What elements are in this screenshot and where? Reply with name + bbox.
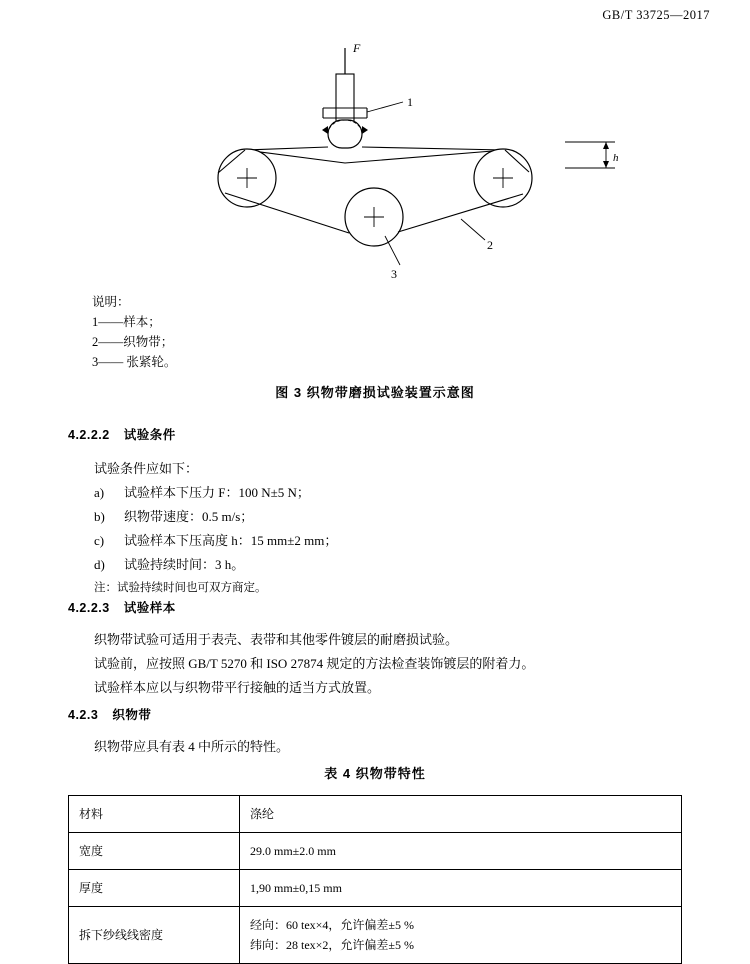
table-caption: 表 4 织物带特性 [324,766,426,781]
section-heading [68,705,688,723]
list-item-label: d) [94,557,105,572]
list-item-label: a) [94,485,105,500]
section-title: 试验条件 [123,428,176,442]
section-heading [68,598,688,616]
figure-legend [92,292,176,372]
list-item-text: 试验持续时间：3 h。 [124,557,245,572]
paragraph: 试验样本应以与织物带平行接触的适当方式放置。 [94,680,381,695]
figure-3-diagram [0,30,750,290]
paragraph: 织物带应具有表 4 中所示的特性。 [94,739,290,754]
list-item-text: 织物带速度：0.5 m/s； [124,509,254,524]
table-cell-value [240,907,682,964]
section-number: 4.2.2.2 [68,428,110,442]
list-item-label: c) [94,533,105,548]
height-label: h [613,152,619,164]
table-cell-label: 材料 [69,796,240,833]
list-item [94,505,688,529]
abrasion-test-device-svg [95,30,655,280]
section-4-2-2-3 [68,598,688,700]
table-row [69,796,682,833]
paragraph: 织物带试验可适用于表壳、表带和其他零件镀层的耐磨损试验。 [94,632,459,647]
table-cell-value-line: 经向：60 tex×4，允许偏差±5 % [250,918,415,932]
list-item-text: 试验样本下压力 F：100 N±5 N； [124,485,310,500]
table-cell-value: 涤纶 [240,796,682,833]
table-row [69,907,682,964]
table-row [69,870,682,907]
force-label: F [353,41,361,55]
paragraph: 试验前，应按照 GB/T 5270 和 ISO 27874 规定的方法检查装饰镀层的附着力。 [94,656,535,671]
section-4-2-2-2 [68,425,688,599]
list-item-label: b) [94,509,105,524]
figure-caption: 图 3 织物带磨损试验装置示意图 [275,385,475,400]
legend-item: 1——样本； [92,315,161,329]
list-item-text: 试验样本下压高度 h：15 mm±2 mm； [124,533,338,548]
legend-item: 2——织物带； [92,335,174,349]
table-cell-label: 宽度 [69,833,240,870]
list-item [94,553,688,577]
fabric-belt-properties-table [68,795,682,964]
section-number: 4.2.3 [68,708,99,722]
section-title: 织物带 [112,708,152,722]
table-cell-value: 1,90 mm±0,15 mm [240,870,682,907]
callout-1: 1 [407,95,413,109]
table-cell-value-line: 纬向：28 tex×2，允许偏差±5 % [250,938,415,952]
section-number: 4.2.2.3 [68,601,110,615]
table-cell-value: 29.0 mm±2.0 mm [240,833,682,870]
section-heading [68,425,688,443]
legend-title: 说明： [92,295,130,309]
list-item [94,529,688,553]
section-4-2-3 [68,705,688,759]
callout-3: 3 [391,267,397,280]
legend-item: 3—— 张紧轮。 [92,355,177,369]
section-note: 注：试验持续时间也可双方商定。 [94,582,267,594]
table-row [69,833,682,870]
section-title: 试验样本 [123,601,176,615]
list-item [94,481,688,505]
callout-2: 2 [487,238,493,252]
table-cell-label: 厚度 [69,870,240,907]
table-cell-label: 拆下纱线线密度 [69,907,240,964]
page-header: GB/T 33725—2017 [602,8,710,22]
section-intro: 试验条件应如下： [94,461,199,476]
